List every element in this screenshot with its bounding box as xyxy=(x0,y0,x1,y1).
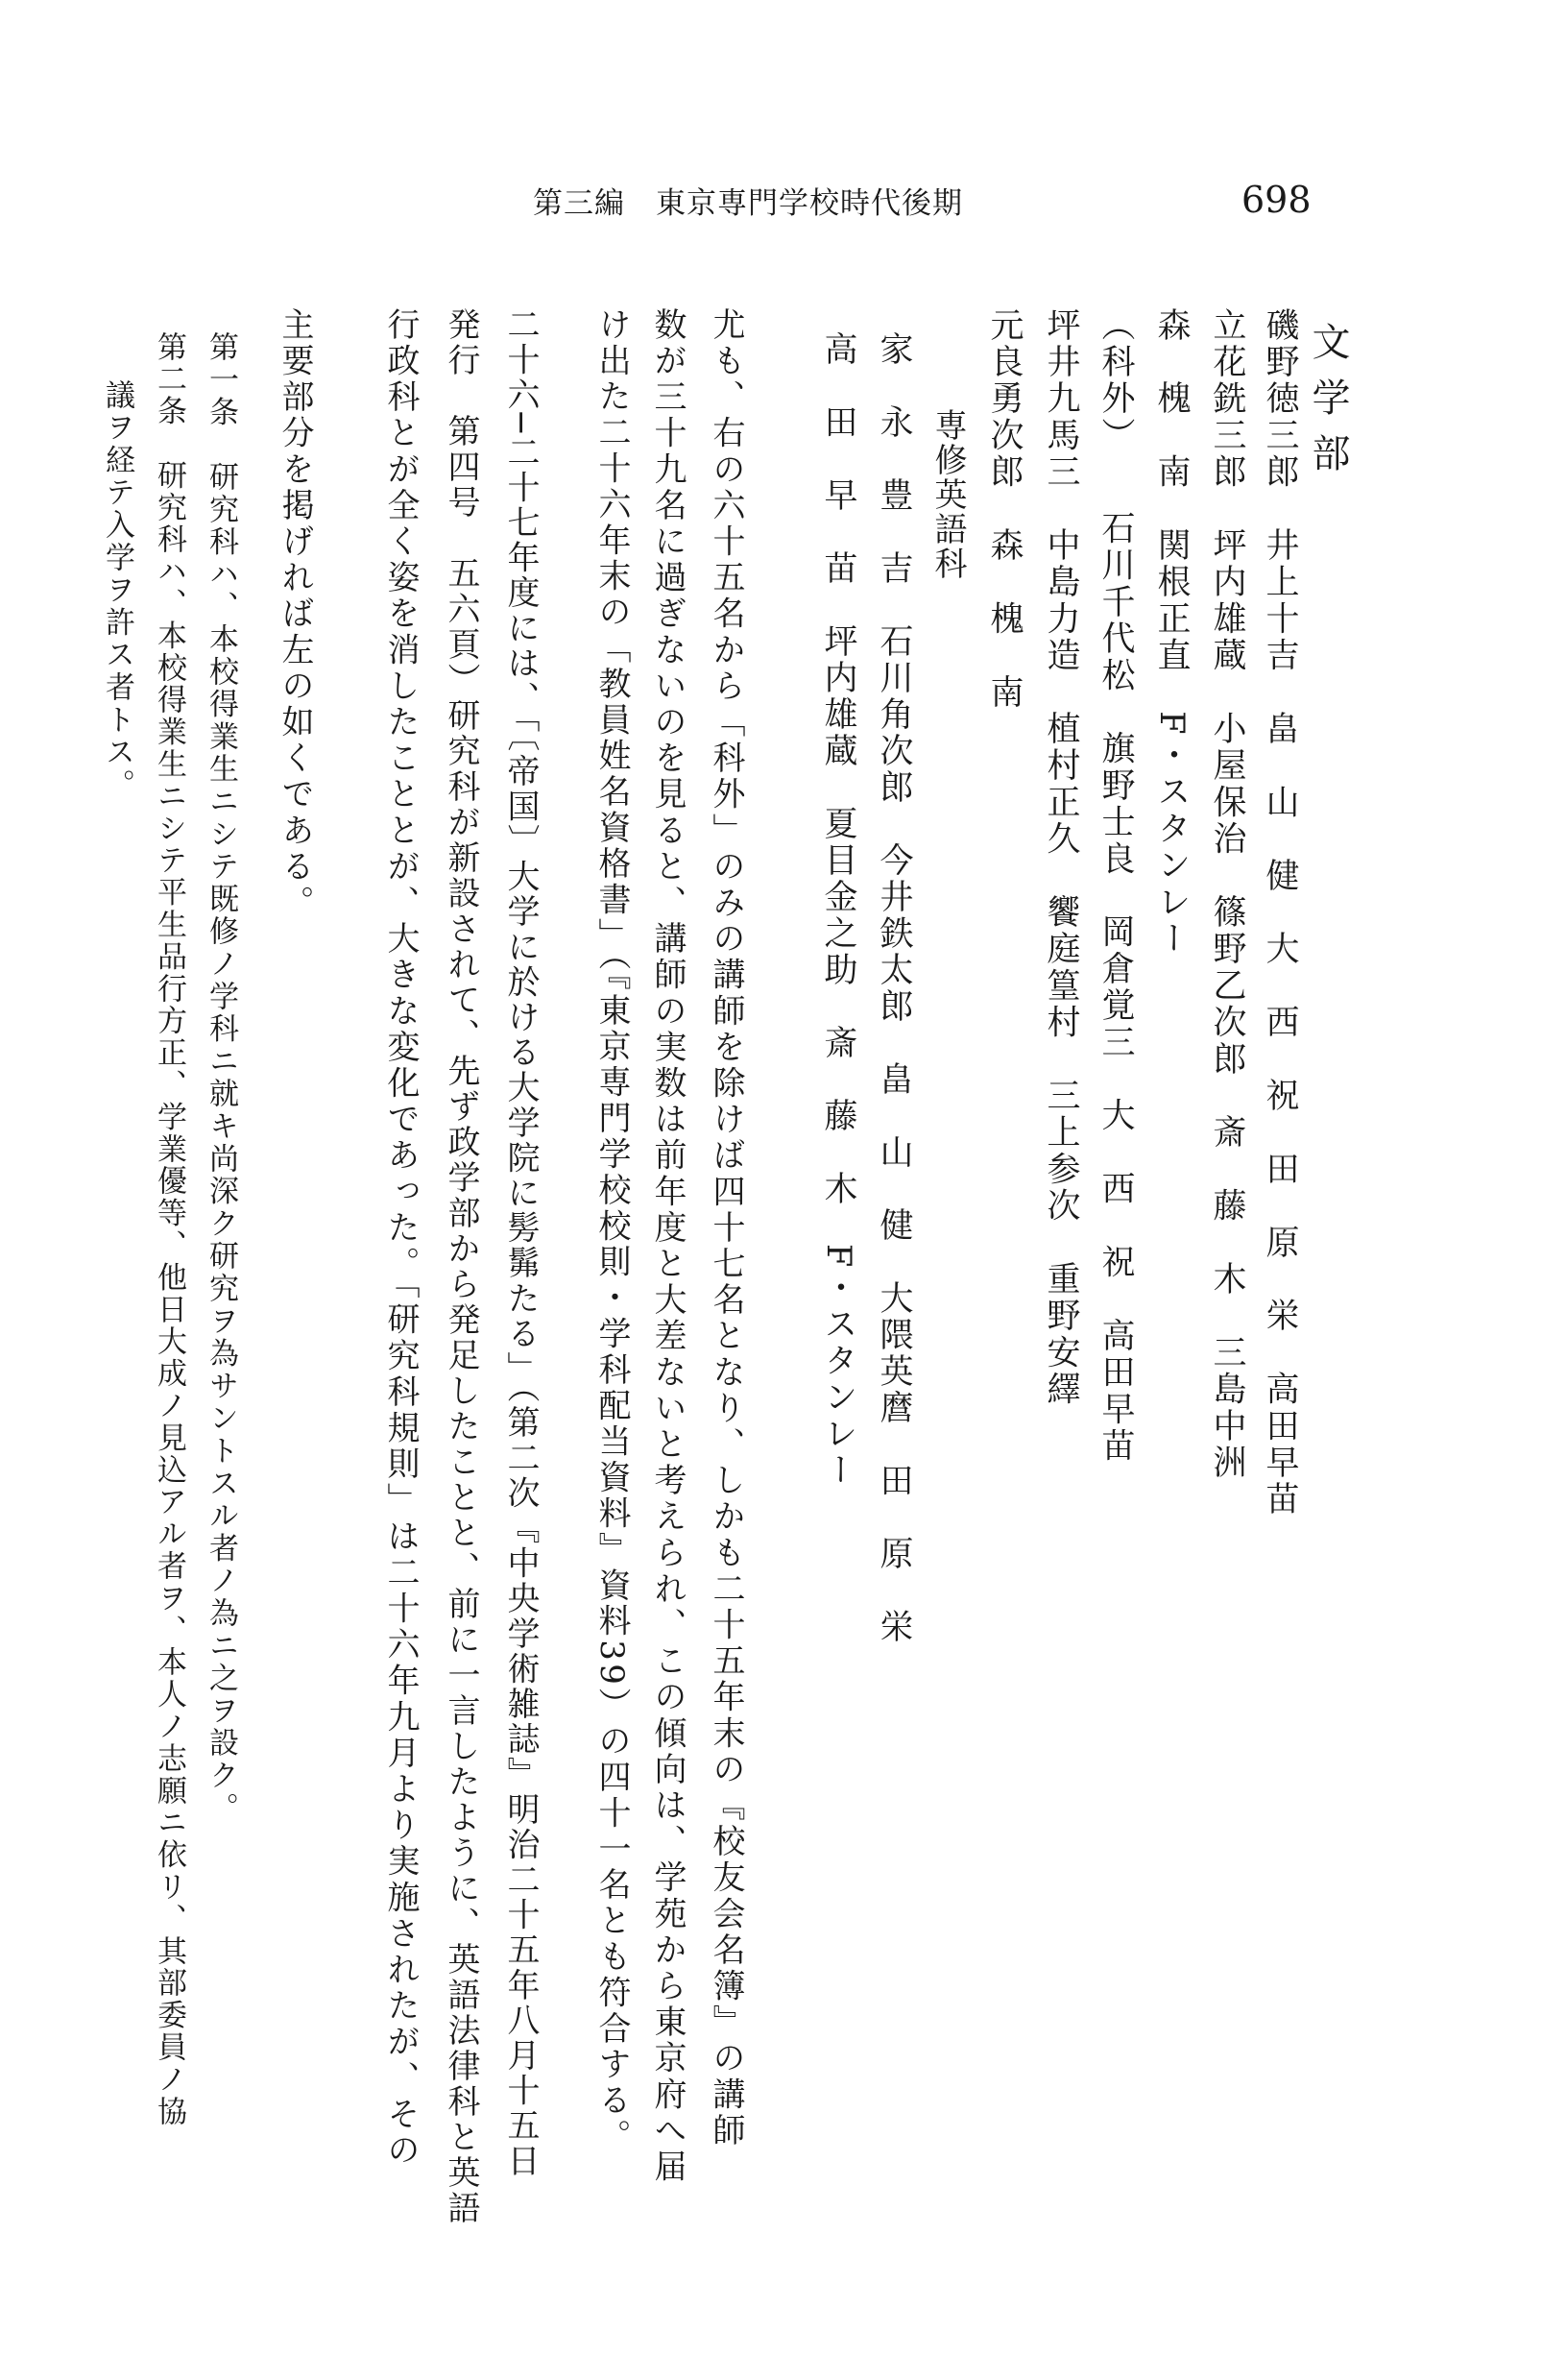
english-faculty-row: 家 永 豊 吉 石川角次郎 今井鉄太郎 畠 山 健 大隈英麿 田 原 栄 xyxy=(875,331,913,1645)
article-line: 第一条 研究科ハ、本校得業生ニシテ既修ノ学科ニ就キ尚深ク研究ヲ為サントスル者ノ為ニ之ヲ設ク。 xyxy=(204,331,238,1825)
faculty-row: 元良勇次郎 森 槐 南 xyxy=(985,307,1024,712)
paragraph-line: 尤も、右の六十五名から「科外」のみの講師を除けば四十七名となり、しかも二十五年末の『校友会名簿』の講師 xyxy=(707,307,745,2149)
paragraph-line: 主要部分を掲げれば左の如くである。 xyxy=(276,307,314,922)
faculty-row: （科外） 石川千代松 旗野士良 岡倉覚三 大 西 祝 高田早苗 xyxy=(1096,307,1135,1465)
paragraph-line: 数が三十九名に過ぎないのを見ると、講師の実数は前年度と大差ないと考えられ、この傾向は、学苑から東京府へ届 xyxy=(648,307,687,2186)
paragraph-line: 発行 第四号 五六頁）研究科が新設されて、先ず政学部から発足したことと、前に一言したように、英語法律科と英語 xyxy=(442,307,480,2226)
article-line: 第二条 研究科ハ、本校得業生ニシテ平生品行方正、学業優等、他日大成ノ見込アル者ヲ、本人ノ志願ニ依リ、其部委員ノ協 xyxy=(152,331,186,2128)
page-number: 698 xyxy=(1241,179,1312,221)
article-line: 議ヲ経テ入学ヲ許ス者トス。 xyxy=(100,379,134,802)
english-faculty-row: 高 田 早 苗 坪内雄蔵 夏目金之助 斎 藤 木 F・スタンレー xyxy=(819,331,857,1490)
subsection-heading: 専修英語科 xyxy=(928,408,967,581)
paragraph-line: 行政科とが全く姿を消したこととが、大きな変化であった。「研究科規則」は二十六年九月より実施されたが、その xyxy=(381,307,420,2170)
page-header xyxy=(0,179,1542,236)
running-head: 第三編 東京専門学校時代後期 xyxy=(533,186,963,221)
faculty-row: 磯野徳三郎 井上十吉 畠 山 健 大 西 祝 田 原 栄 高田早苗 xyxy=(1261,307,1299,1518)
faculty-row: 立花銑三郎 坪内雄蔵 小屋保治 篠野乙次郎 斎 藤 木 三島中洲 xyxy=(1208,307,1246,1482)
section-heading: 文学部 xyxy=(1306,322,1350,489)
faculty-row: 坪井九馬三 中島力造 植村正久 饗庭篁村 三上参次 重野安繹 xyxy=(1042,307,1080,1408)
paragraph-line: 二十六─二十七年度には、「〔帝国〕大学に於ける大学院に髣髴たる」（第二次『中央学術雑誌』明治二十五年八月十五日 xyxy=(501,307,540,2179)
faculty-row: 森 槐 南 関根正直 F・スタンレー xyxy=(1152,307,1191,958)
paragraph-line: け出た二十六年末の「教員姓名資格書」（『東京専門学校校則・学科配当資料』資料39）の四十一名とも符合する。 xyxy=(592,307,631,2155)
